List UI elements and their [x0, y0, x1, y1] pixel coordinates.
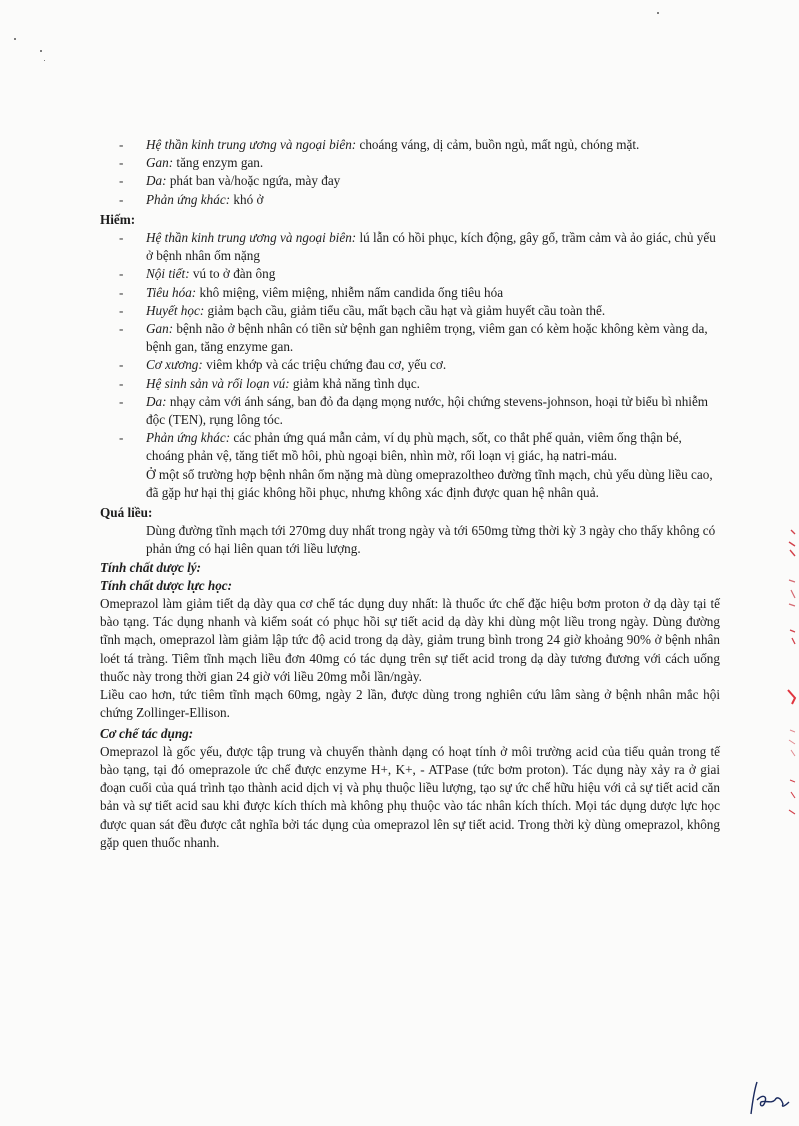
section-title-pharmacodynamics: Tính chất dược lực học: — [100, 577, 233, 593]
item-text: vú to ở đàn ông — [189, 266, 276, 282]
mechanism-text: Omeprazol là gốc yếu, được tập trung và chuyển thành dạng có hoạt tính ở môi trường acid của tiểu quản trong tế bào tạng, tại đó omeprazole ức chế được enzyme H+, K+, - ATPase (tức bơm proton). Tác dụng này xảy ra ở giai đoạn cuối của quá trình tạo thành acid dịch vị và phụ thuộc liều lượng, tạo sự ức chế hữu hiệu với cả sự tiết acid căn bản và sự tiết acid sau khi được kích thích mà không phụ thuộc vào tác nhân kích thích. Mọi tác dụng dược lực học được quan sát đều được cắt nghĩa bởi tác dụng của omeprazol lên sự tiết acid. Trong thời kỳ dùng omeprazol, không gặp quen thuốc nhanh. — [100, 743, 720, 850]
scan-speck — [40, 50, 42, 52]
list-dash: - — [119, 191, 124, 207]
item-label: Gan: — [146, 155, 174, 171]
list-dash: - — [119, 375, 124, 391]
adverse-item — [100, 229, 720, 265]
item-text: phát ban và/hoặc ngứa, mày đay — [166, 173, 341, 189]
pharmacodynamics-high-dose: Liều cao hơn, tức tiêm tĩnh mạch 60mg, ngày 2 lần, được dùng trong nghiên cứu lâm sàng ở bệnh nhân mắc hội chứng Zollinger-Ellison. — [100, 687, 720, 721]
item-label: Nội tiết: — [146, 266, 190, 282]
item-text: giảm khả năng tình dục. — [289, 375, 420, 391]
item-text: tăng enzym gan. — [173, 155, 264, 171]
section-title-hiem: Hiếm: — [100, 211, 136, 227]
adverse-item — [100, 172, 720, 190]
vision-note: Ở một số trường hợp bệnh nhân ốm nặng mà dùng omeprazoltheo đường tĩnh mạch, chủ yếu dùng liều cao, đã gặp hư hại thị giác không hồi phục, nhưng không xác định được quan hệ nhân quả. — [146, 466, 713, 500]
item-text: khô miệng, viêm miệng, nhiễm nấm candida ống tiêu hóa — [196, 284, 504, 300]
list-dash: - — [119, 173, 124, 189]
item-label: Hệ sinh sản và rối loạn vú: — [146, 375, 290, 391]
item-label: Tiêu hóa: — [146, 284, 197, 300]
list-dash: - — [119, 266, 124, 282]
signature-mark — [745, 1078, 791, 1118]
adverse-item — [100, 320, 720, 356]
scan-speck — [44, 60, 45, 61]
adverse-item — [100, 393, 720, 429]
red-stamp-edge — [783, 520, 797, 840]
list-dash: - — [119, 284, 124, 300]
pharmacodynamics-text: Omeprazol làm giảm tiết dạ dày qua cơ chế tác dụng duy nhất: là thuốc ức chế đặc hiệu bơm proton ở dạ dày tại tế bào tạng. Tác dụng nhanh và kiểm soát có phục hồi sự tiết acid dạ dày khi dùng một liều trong ngày. Dùng đường tĩnh mạch, omeprazol làm giảm lập tức độ acid trong dạ dày, giảm trung bình trong 24 giờ khoảng 90% ở bệnh nhân loét tá tràng. Tiêm tĩnh mạch liều đơn 40mg có tác dụng trên sự tiết acid trong dạ dày tương đương với cách uống thuốc này trong thời gian 24 giờ với liều 20mg mỗi lần/ngày. — [100, 596, 720, 684]
item-label: Huyết học: — [146, 302, 205, 318]
section-title-mechanism: Cơ chế tác dụng: — [100, 725, 194, 741]
item-label: Hệ thần kinh trung ương và ngoại biên: — [146, 137, 357, 152]
item-text: lú lẫn có hồi phục, kích động, gây gổ, trầm cảm và ảo giác, chủ yếu ở bệnh nhân ốm nặng — [146, 230, 716, 264]
item-label: Phản ứng khác: — [146, 191, 231, 207]
item-text: giảm bạch cầu, giảm tiểu cầu, mất bạch cầu hạt và giảm huyết cầu toàn thể. — [204, 302, 606, 318]
item-label: Da: — [146, 173, 167, 189]
adverse-item — [100, 191, 720, 209]
item-label: Gan: — [146, 321, 174, 337]
scan-speck — [14, 38, 16, 40]
item-text: viêm khớp và các triệu chứng đau cơ, yếu cơ. — [202, 357, 447, 373]
adverse-item — [100, 429, 720, 465]
list-dash: - — [119, 137, 124, 152]
item-text: các phản ứng quá mẫn cảm, ví dụ phù mạch, sốt, co thắt phế quản, viêm ống thận bé, choáng phản vệ, tăng tiết mồ hôi, phù ngoại biên, nhìn mờ, rối loạn vị giác, hạ natri-máu. — [146, 430, 682, 464]
adverse-item — [100, 154, 720, 172]
adverse-item — [100, 284, 720, 302]
item-label: Hệ thần kinh trung ương và ngoại biên: — [146, 230, 357, 246]
adverse-item — [100, 302, 720, 320]
list-dash: - — [119, 302, 124, 318]
adverse-item — [100, 375, 720, 393]
item-label: Da: — [146, 393, 167, 409]
list-dash: - — [119, 155, 124, 171]
adverse-item — [100, 356, 720, 374]
item-text: choáng váng, dị cảm, buồn ngủ, mất ngủ, chóng mặt. — [356, 137, 640, 152]
scan-speck — [657, 12, 659, 14]
overdose-text: Dùng đường tĩnh mạch tới 270mg duy nhất trong ngày và tới 650mg từng thời kỳ 3 ngày cho thấy không có phản ứng có hại liên quan tới liều lượng. — [146, 523, 716, 557]
adverse-item — [100, 265, 720, 283]
item-text: khó ở — [230, 191, 264, 207]
item-label: Cơ xương: — [146, 357, 203, 373]
item-label: Phản ứng khác: — [146, 430, 231, 446]
item-text: nhạy cảm với ánh sáng, ban đỏ đa dạng mọng nước, hội chứng stevens-johnson, hoại tử biểu bì nhiễm độc (TEN), rụng lông tóc. — [146, 393, 709, 428]
document-body — [100, 136, 720, 852]
item-text: bệnh não ở bệnh nhân có tiền sử bệnh gan nghiêm trọng, viêm gan có kèm hoặc không kèm vàng da, bệnh gan, tăng enzyme gan. — [146, 321, 708, 355]
list-dash: - — [119, 321, 124, 337]
list-dash: - — [119, 430, 124, 446]
section-title-pharmacology: Tính chất dược lý: — [100, 559, 202, 575]
list-dash: - — [119, 230, 124, 246]
list-dash: - — [119, 357, 124, 373]
adverse-item — [100, 136, 720, 154]
list-dash: - — [119, 393, 124, 409]
section-title-overdose: Quá liều: — [100, 505, 153, 521]
